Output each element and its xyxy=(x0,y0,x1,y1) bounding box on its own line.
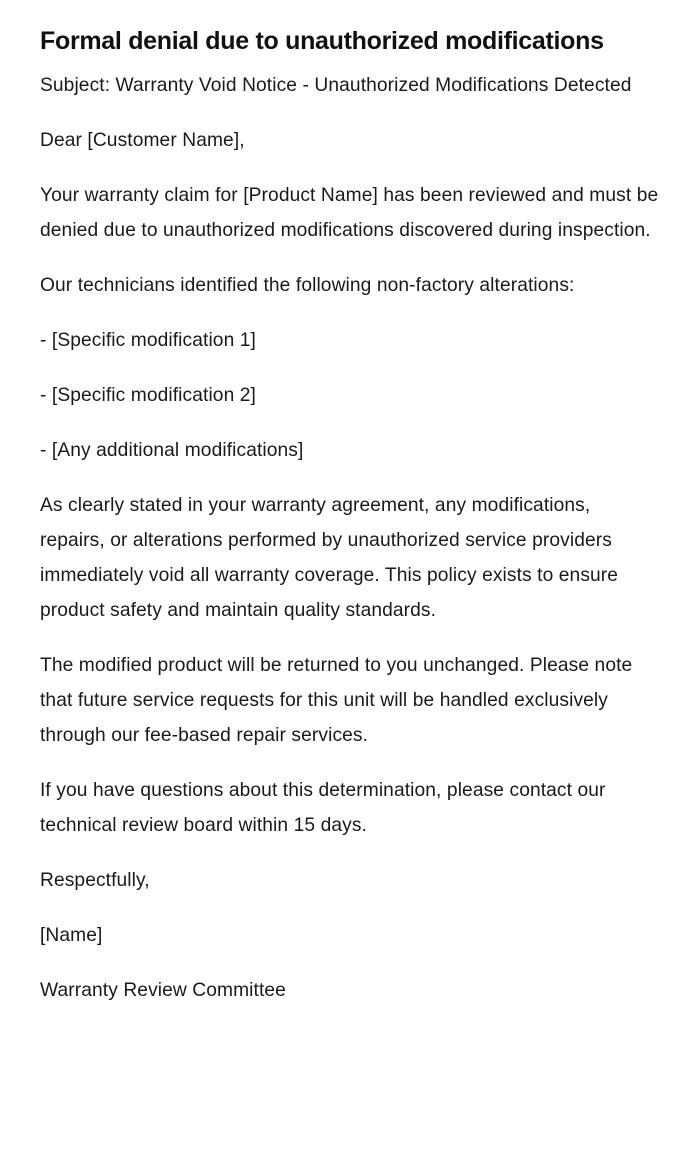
modification-item: - [Any additional modifications] xyxy=(40,440,304,461)
signer-name: [Name] xyxy=(40,925,103,946)
modification-item: - [Specific modification 2] xyxy=(40,385,256,406)
closing: Respectfully, xyxy=(40,870,150,891)
modification-item: - [Specific modification 1] xyxy=(40,330,256,351)
return-paragraph: The modified product will be returned to you unchanged. Please note that future service requests for this unit will be handled exclusively through our fee-based repair services. xyxy=(40,655,633,746)
document-title: Formal denial due to unauthorized modifications xyxy=(40,27,604,55)
signer-department: Warranty Review Committee xyxy=(40,980,286,1001)
subject-line: Subject: Warranty Void Notice - Unauthorized Modifications Detected xyxy=(40,75,632,96)
intro-paragraph: Your warranty claim for [Product Name] has been reviewed and must be denied due to unauthorized modifications discovered during inspection. xyxy=(40,185,659,241)
contact-paragraph: If you have questions about this determination, please contact our technical review board within 15 days. xyxy=(40,780,606,836)
salutation: Dear [Customer Name], xyxy=(40,130,245,151)
policy-paragraph: As clearly stated in your warranty agreement, any modifications, repairs, or alterations performed by unauthorized service providers immediately void all warranty coverage. This policy exists to ensure product safety and maintain quality standards. xyxy=(40,495,619,621)
findings-lead: Our technicians identified the following non-factory alterations: xyxy=(40,275,575,296)
